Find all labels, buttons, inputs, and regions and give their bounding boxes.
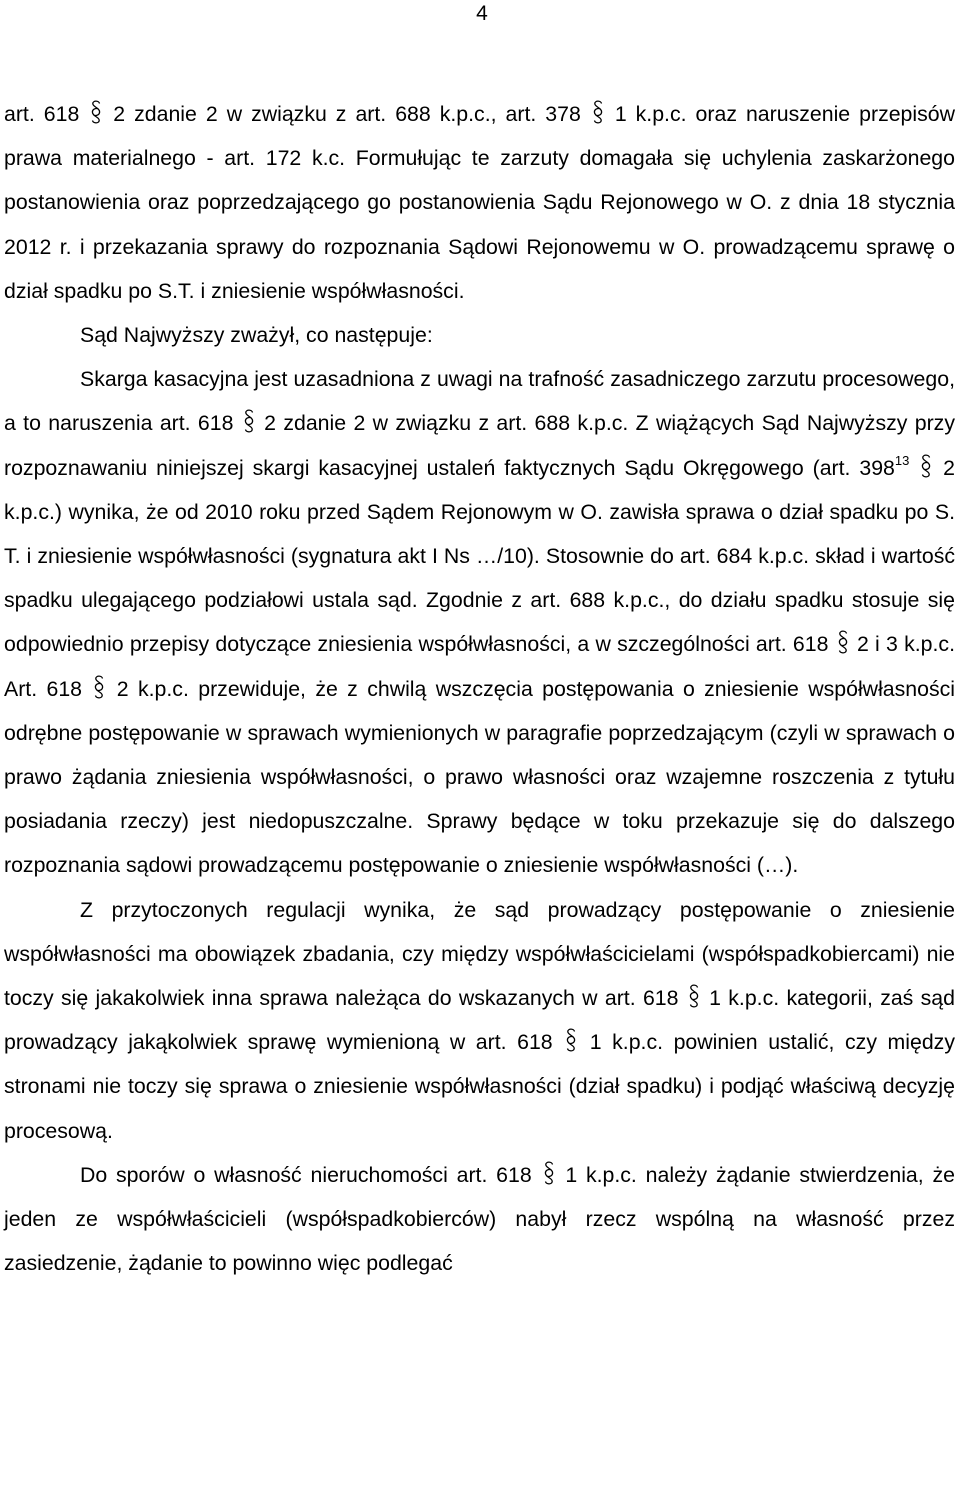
section-sign-icon <box>543 1160 555 1186</box>
text-run: 1 k.p.c. należy żądanie stwierdzenia, że jeden ze współwłaścicieli (współspadkobierców) nabył rzecz wspólną na własność przez zasiedzenie, żądanie to powinno więc podlegać <box>4 1162 955 1276</box>
page-number: 4 <box>476 2 488 25</box>
paragraph-4 <box>4 888 955 1153</box>
superscript: 13 <box>894 452 910 468</box>
text-run: 1 k.p.c. oraz naruszenie przepisów prawa materialnego - art. 172 k.c. Formułując te zarzuty domagała się uchylenia zaskarżonego postanowienia oraz poprzedzającego go postanowienia Sądu Rejonowego w O. z dnia 18 stycznia 2012 r. i przekazania sprawy do rozpoznania Sądowi Rejonowemu w O. prowadzącemu sprawę o dział spadku po S.T. i zniesienie współwłasności. <box>4 102 956 303</box>
section-sign-icon <box>592 99 604 125</box>
text-run: art. 618 <box>4 102 89 126</box>
section-heading: Sąd Najwyższy zważył, co następuje: <box>80 323 433 348</box>
section-sign-icon <box>243 408 255 434</box>
text-run: 2 i 3 k.p.c. Art. 618 <box>4 632 955 701</box>
section-sign-icon <box>688 983 700 1009</box>
text-run: 2 zdanie 2 w związku z art. 688 k.p.c. Z wiążących Sąd Najwyższy przy rozpoznawaniu niniejszej skargi kasacyjnej ustaleń faktycznych Sądu Okręgowego (art. 398 <box>4 411 955 480</box>
text-run: Do sporów o własność nieruchomości art. 618 <box>80 1162 541 1187</box>
text-run: 2 k.p.c.) wynika, że od 2010 roku przed Sądem Rejonowym w O. zawisła sprawa o dział spadku po S. T. i zniesienie współwłasności (sygnatura akt I Ns …/10). Stosownie do art. 684 k.p.c. skład i wartość spadku ulegającego podziałowi ustala sąd. Zgodnie z art. 688 k.p.c., do działu spadku stosuje się odpowiednio przepisy dotyczące zniesienia współwłasności, a w szczególności art. 618 <box>4 455 955 657</box>
section-sign-icon <box>93 674 105 700</box>
document-body <box>4 92 955 1285</box>
text-run: 1 k.p.c. powinien ustalić, czy między stronami nie toczy się sprawa o zniesienie współwłasności (dział spadku) i podjąć właściwą decyzję procesową. <box>4 1030 955 1143</box>
section-sign-icon <box>837 629 849 655</box>
paragraph-2 <box>4 313 955 357</box>
text-run: Skarga kasacyjna jest uzasadniona z uwagi na trafność zasadniczego zarzutu procesowego, a to naruszenia art. 618 <box>4 367 955 436</box>
section-sign-icon <box>90 99 102 125</box>
paragraph-3 <box>4 357 955 887</box>
section-sign-icon <box>920 453 932 479</box>
paragraph-1 <box>4 92 955 313</box>
section-sign-icon <box>565 1027 577 1053</box>
paragraph-5 <box>4 1153 955 1286</box>
text-run: 2 zdanie 2 w związku z art. 688 k.p.c., art. 378 <box>104 102 590 126</box>
text-run: 1 k.p.c. kategorii, zaś sąd prowadzący jakąkolwiek sprawę wymienioną w art. 618 <box>4 986 955 1055</box>
text-run: 2 k.p.c. przewiduje, że z chwilą wszczęcia postępowania o zniesienie współwłasności odrębne postępowanie w sprawach wymienionych w paragrafie poprzedzającym (czyli w sprawach o prawo żądania zniesienia współwłasności, o prawo własności oraz wzajemne roszczenia z tytułu posiadania rzeczy) jest niedopuszczalne. Sprawy będące w toku przekazuje się do dalszego rozpoznania sądowi prowadzącemu postępowanie o zniesienie współwłasności (…). <box>4 676 956 878</box>
text-run: Z przytoczonych regulacji wynika, że sąd prowadzący postępowanie o zniesienie współwłasności ma obowiązek zbadania, czy między współwłaścicielami (współspadkobiercami) nie toczy się jakakolwiek inna sprawa należąca do wskazanych w art. 618 <box>4 897 955 1011</box>
